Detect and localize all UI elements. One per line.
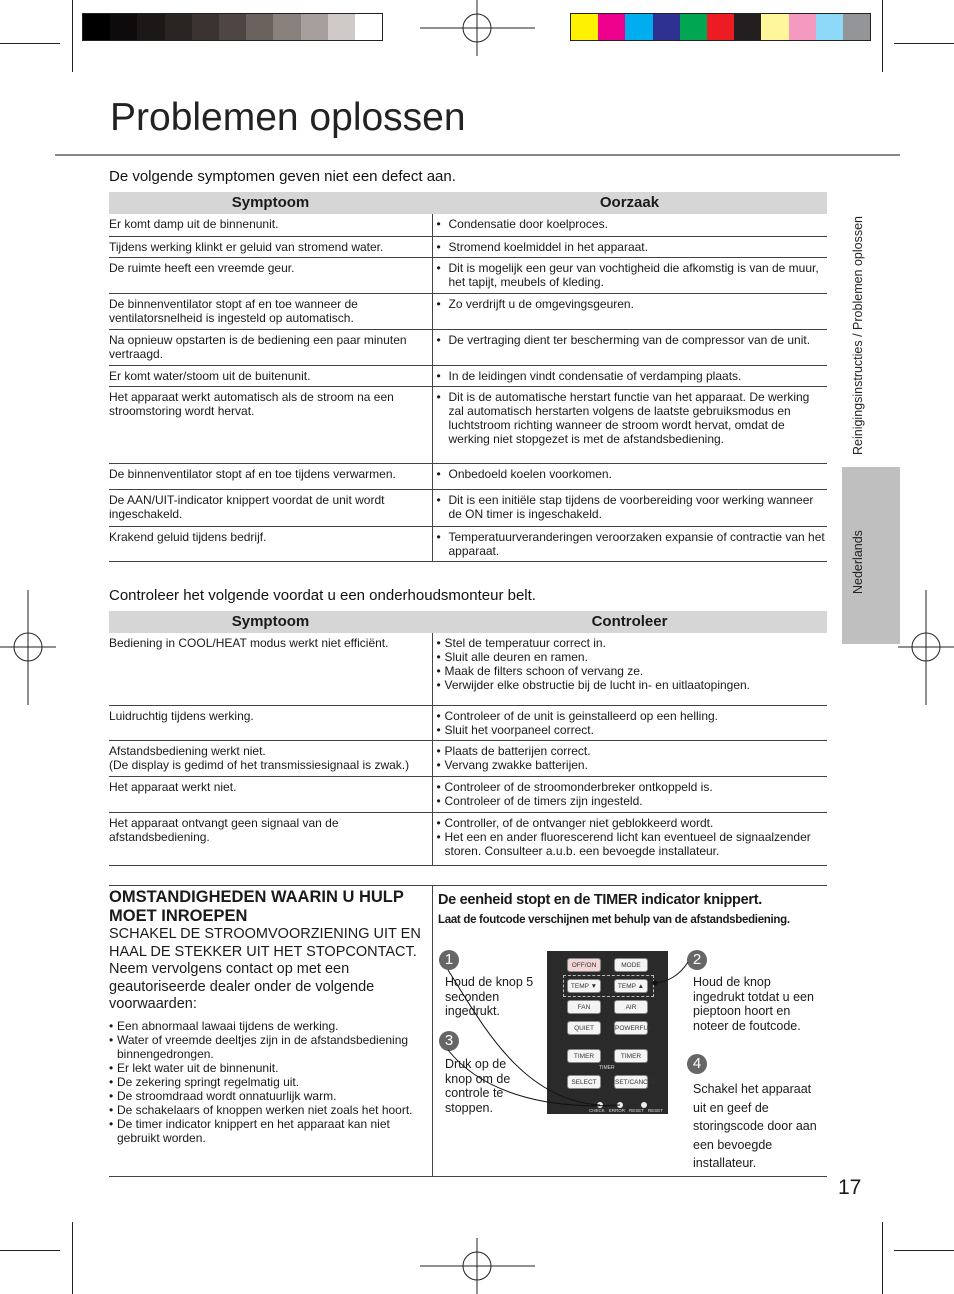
cause-cell (432, 293, 827, 329)
registration-mark-top (420, 0, 535, 56)
cause-cell (432, 526, 827, 561)
list-item-text: De zekering springt regelmatig uit. (117, 1074, 300, 1089)
symptom-cell: Krakend geluid tijdens bedrijf. (109, 526, 432, 561)
table-row (109, 740, 827, 776)
color-swatch (571, 14, 598, 40)
bullet: • (436, 260, 441, 275)
list-item-text: De schakelaars of knoppen werken niet zoals het hoort. (117, 1102, 413, 1117)
crop-mark (0, 1250, 60, 1251)
cause-cell (432, 236, 827, 257)
bullet: • (436, 239, 441, 254)
bullet: • (436, 389, 441, 404)
check-text: Controleer of de stroomonderbreker ontkoppeld is. (444, 779, 713, 794)
bullet: • (436, 743, 441, 758)
bullet: • (436, 492, 441, 507)
cause-text: Onbedoeld koelen voorkomen. (448, 466, 612, 481)
emergency-panel (109, 888, 429, 1145)
symptom-line: Het apparaat ontvangt geen signaal van de afstandsbediening. (109, 815, 339, 844)
step-number-3: 3 (439, 1031, 459, 1051)
check-text: Controleer of de timers zijn ingesteld. (444, 793, 643, 808)
cause-cell (432, 214, 827, 236)
remote-timer-label: TIMER (599, 1065, 615, 1071)
check-text: Controleer of de unit is geinstalleerd op een helling. (444, 708, 719, 723)
remote-button-temp-up: TEMP ▲ (614, 979, 648, 993)
table-row (109, 257, 827, 293)
list-item-text: De timer indicator knippert en het apparaat kan niet gebruikt worden. (117, 1116, 390, 1145)
remote-button-air-swing: AIR (614, 1000, 648, 1014)
check-text: Maak de filters schoon of vervang ze. (444, 664, 644, 678)
list-item (109, 1103, 429, 1117)
list-item-text: Een abnormaal lawaai tijdens de werking. (117, 1018, 339, 1033)
lower-bottom-rule (109, 1176, 827, 1177)
cause-text: Condensatie door koelproces. (448, 217, 608, 231)
table-row (109, 293, 827, 329)
symptom-line: (De display is gedimd of het transmissiesignaal is zwak.) (109, 757, 410, 772)
table-row (109, 526, 827, 561)
remote-label-reset: RESET (629, 1108, 645, 1113)
bullet: • (436, 466, 441, 481)
color-swatch (192, 14, 219, 40)
check-text: Controller, of de ontvanger niet geblokkeerd wordt. (444, 815, 714, 830)
timer-subheading: Laat de foutcode verschijnen met behulp van de afstandsbediening. (438, 914, 790, 926)
bullet: • (436, 217, 441, 231)
bullet: • (109, 1060, 114, 1075)
table-row (109, 489, 827, 526)
symptom-cell: De binnenventilator stopt af en toe wanneer de ventilatorsnelheid is ingesteld op automatisch. (109, 293, 432, 329)
list-item-text: De stroomdraad wordt onnatuurlijk warm. (117, 1088, 337, 1103)
remote-label-reset-2: RESET (648, 1108, 664, 1113)
cause-text: Temperatuurveranderingen veroorzaken expansie of contractie van het apparaat. (448, 529, 825, 558)
bullet: • (436, 793, 441, 808)
step-text-2: Houd de knop ingedrukt totdat u een pieptoon hoort en noteer de foutcode. (693, 975, 814, 1033)
lower-divider (432, 885, 433, 1176)
color-swatch (761, 14, 788, 40)
color-swatch (707, 14, 734, 40)
bullet: • (109, 1018, 114, 1033)
remote-label-check: CHECK (589, 1108, 605, 1113)
check-text: Het een en ander fluorescerend licht kan eventueel de signaalzender storen. Consulteer a.u.b. een bevoegde installateur. (444, 829, 811, 858)
remote-button-mode: MODE (614, 958, 648, 972)
cause-text: Dit is mogelijk een geur van vochtigheid die afkomstig is van de muur, het tapijt, meubels of kleding. (448, 260, 819, 289)
callout-lines (440, 950, 700, 1120)
color-swatch (816, 14, 843, 40)
table-row (109, 463, 827, 489)
bullet: • (109, 1116, 114, 1131)
check-text: Sluit alle deuren en ramen. (444, 650, 588, 664)
col-header-check: Controleer (432, 611, 827, 633)
bullet: • (436, 368, 441, 383)
symptom-line: Afstandsbediening werkt niet. (109, 743, 266, 758)
chapter-side-label: Reinigingsinstructies / Problemen oplossen (851, 215, 865, 455)
color-swatch (625, 14, 652, 40)
list-item (109, 1089, 429, 1103)
language-label: Nederlands (851, 530, 865, 594)
page-title: Problemen oplossen (110, 96, 466, 139)
step-text-3: Druk op de knop om de controle te stoppen. (445, 1057, 511, 1115)
table-row (109, 214, 827, 236)
bullet: • (436, 722, 441, 737)
lower-top-rule (109, 885, 827, 886)
remote-button-timer-on: TIMER (567, 1049, 601, 1063)
bullet: • (436, 815, 441, 830)
color-swatch (789, 14, 816, 40)
check-cell (432, 740, 827, 776)
symptom-check-table (109, 611, 827, 866)
bullet: • (109, 1032, 114, 1047)
step-number-4: 4 (687, 1054, 707, 1074)
color-swatch (246, 14, 273, 40)
list-item (109, 1019, 429, 1033)
symptom-cause-table (109, 192, 827, 562)
check-cell (432, 633, 827, 705)
page-number: 17 (838, 1176, 862, 1199)
cause-cell (432, 463, 827, 489)
symptom-cell (109, 776, 432, 812)
color-swatch (328, 14, 355, 40)
symptom-cell: De AAN/UIT-indicator knippert voordat de unit wordt ingeschakeld. (109, 489, 432, 526)
symptom-cell: Het apparaat werkt automatisch als de stroom na een stroomstoring wordt hervat. (109, 386, 432, 463)
registration-mark-right (898, 590, 954, 705)
list-item-text: Er lekt water uit de binnenunit. (117, 1060, 279, 1075)
check-cell (432, 812, 827, 865)
color-swatch (165, 14, 192, 40)
symptom-cell: Er komt water/stoom uit de buitenunit. (109, 365, 432, 386)
symptom-cell (109, 705, 432, 740)
list-item (109, 1033, 429, 1061)
bullet: • (436, 678, 441, 692)
color-swatch (83, 14, 110, 40)
symptom-line: Het apparaat werkt niet. (109, 779, 237, 794)
remote-button-powerful: POWERFUL (614, 1021, 648, 1035)
list-item (109, 1075, 429, 1089)
section2-heading: Controleer het volgende voordat u een onderhoudsmonteur belt. (109, 587, 536, 604)
remote-button-fan-speed: FAN (567, 1000, 601, 1014)
color-swatch (680, 14, 707, 40)
bullet: • (436, 636, 441, 650)
bullet: • (436, 650, 441, 664)
remote-button-offon: OFF/ON (567, 958, 601, 972)
emergency-list (109, 1019, 429, 1145)
bullet: • (436, 757, 441, 772)
check-cell (432, 705, 827, 740)
crop-mark (72, 1222, 73, 1294)
bullet: • (109, 1102, 114, 1117)
color-swatch (273, 14, 300, 40)
symptom-cell (109, 740, 432, 776)
symptom-cell (109, 633, 432, 705)
table-row (109, 386, 827, 463)
cause-text: Dit is de automatische herstart functie van het apparaat. De werking zal automatisch herstarten volgens de laatste gebruiksmodus en luchtstroom richting wanneer de stroom wordt hervat, omdat de werking niet stopgezet is met de afstandsbediening. (448, 389, 810, 446)
table-row (109, 776, 827, 812)
step-text-4: Schakel het apparaat uit en geef de storingscode door aan een bevoegde installateur. (693, 1082, 817, 1170)
col-header-symptom: Symptoom (109, 192, 432, 214)
cause-cell (432, 365, 827, 386)
bullet: • (436, 529, 441, 544)
language-tab (842, 467, 900, 644)
cause-cell (432, 386, 827, 463)
remote-button-temp-down: TEMP ▼ (567, 979, 601, 993)
check-text: Verwijder elke obstructie bij de lucht in- en uitlaatopingen. (444, 678, 751, 692)
bullet: • (436, 829, 441, 844)
color-swatch (301, 14, 328, 40)
step-number-1: 1 (439, 950, 459, 970)
bullet: • (436, 296, 441, 311)
color-swatch (843, 14, 870, 40)
check-text: Plaats de batterijen correct. (444, 743, 591, 758)
bullet: • (436, 708, 441, 723)
emergency-heading: OMSTANDIGHEDEN WAARIN U HULP MOET INROEPEN (109, 888, 404, 925)
cause-cell (432, 489, 827, 526)
remote-button-quiet: QUIET (567, 1021, 601, 1035)
table-row (109, 633, 827, 705)
crop-mark (0, 43, 60, 44)
remote-button-select: SELECT (567, 1075, 601, 1089)
table-row (109, 236, 827, 257)
step-text-1: Houd de knop 5 seconden ingedrukt. (445, 975, 534, 1018)
symptom-cell: De binnenventilator stopt af en toe tijdens verwarmen. (109, 463, 432, 489)
color-swatch (598, 14, 625, 40)
bullet: • (436, 779, 441, 794)
color-swatch (355, 14, 382, 40)
cause-cell (432, 257, 827, 293)
grayscale-color-bar (82, 13, 383, 41)
cause-text: In de leidingen vindt condensatie of verdamping plaats. (448, 368, 742, 383)
color-swatch (137, 14, 164, 40)
emergency-intro: SCHAKEL DE STROOMVOORZIENING UIT EN HAAL DE STEKKER UIT HET STOPCONTACT. Neem vervolgens contact op met een geautoriseerde dealer onder de volgende voorwaarden: (109, 926, 421, 1012)
process-color-bar (570, 13, 871, 41)
remote-button-timer-off: TIMER (614, 1049, 648, 1063)
cause-cell (432, 329, 827, 365)
symptom-cell: Er komt damp uit de binnenunit. (109, 214, 432, 236)
cause-text: Dit is een initiële stap tijdens de voorbereiding voor werking wanneer de ON timer is ingeschakeld. (448, 492, 814, 521)
step-number-2: 2 (687, 950, 707, 970)
bullet: • (109, 1088, 114, 1103)
color-swatch (734, 14, 761, 40)
bullet: • (436, 332, 441, 347)
cause-text: De vertraging dient ter bescherming van de compressor van de unit. (448, 332, 811, 347)
symptom-cell (109, 812, 432, 865)
cause-text: Stromend koelmiddel in het apparaat. (448, 239, 648, 254)
list-item (109, 1061, 429, 1075)
crop-mark (72, 0, 73, 72)
remote-button-set-cancel: SET/CANCEL (614, 1075, 648, 1089)
symptom-cell: Na opnieuw opstarten is de bediening een paar minuten vertraagd. (109, 329, 432, 365)
table-row (109, 812, 827, 865)
registration-mark-bottom (420, 1238, 535, 1294)
timer-heading: De eenheid stopt en de TIMER indicator knippert. (438, 892, 762, 908)
symptom-cell: De ruimte heeft een vreemde geur. (109, 257, 432, 293)
color-swatch (110, 14, 137, 40)
color-swatch (653, 14, 680, 40)
col-header-symptom: Symptoom (109, 611, 432, 633)
color-swatch (219, 14, 246, 40)
title-rule (55, 154, 900, 156)
symptom-cell: Tijdens werking klinkt er geluid van stromend water. (109, 236, 432, 257)
table-row (109, 705, 827, 740)
col-header-cause: Oorzaak (432, 192, 827, 214)
check-text: Sluit het voorpaneel correct. (444, 722, 594, 737)
bullet: • (436, 664, 441, 678)
list-item (109, 1117, 429, 1145)
cause-text: Zo verdrijft u de omgevingsgeuren. (448, 296, 634, 311)
crop-mark (882, 0, 883, 72)
symptom-line: Bediening in COOL/HEAT modus werkt niet efficiënt. (109, 636, 389, 650)
timer-panel (438, 892, 830, 926)
crop-mark (894, 1250, 954, 1251)
remote-label-error: ERROR (608, 1108, 626, 1113)
bullet: • (109, 1074, 114, 1089)
symptom-line: Luidruchtig tijdens werking. (109, 708, 254, 723)
table-row (109, 365, 827, 386)
registration-mark-left (0, 590, 56, 705)
check-text: Stel de temperatuur correct in. (444, 636, 606, 650)
check-text: Vervang zwakke batterijen. (444, 757, 588, 772)
section1-heading: De volgende symptomen geven niet een defect aan. (109, 168, 456, 185)
crop-mark (882, 1222, 883, 1294)
list-item-text: Water of vreemde deeltjes zijn in de afstandsbediening binnengedrongen. (117, 1032, 409, 1061)
table-row (109, 329, 827, 365)
crop-mark (894, 43, 954, 44)
check-cell (432, 776, 827, 812)
